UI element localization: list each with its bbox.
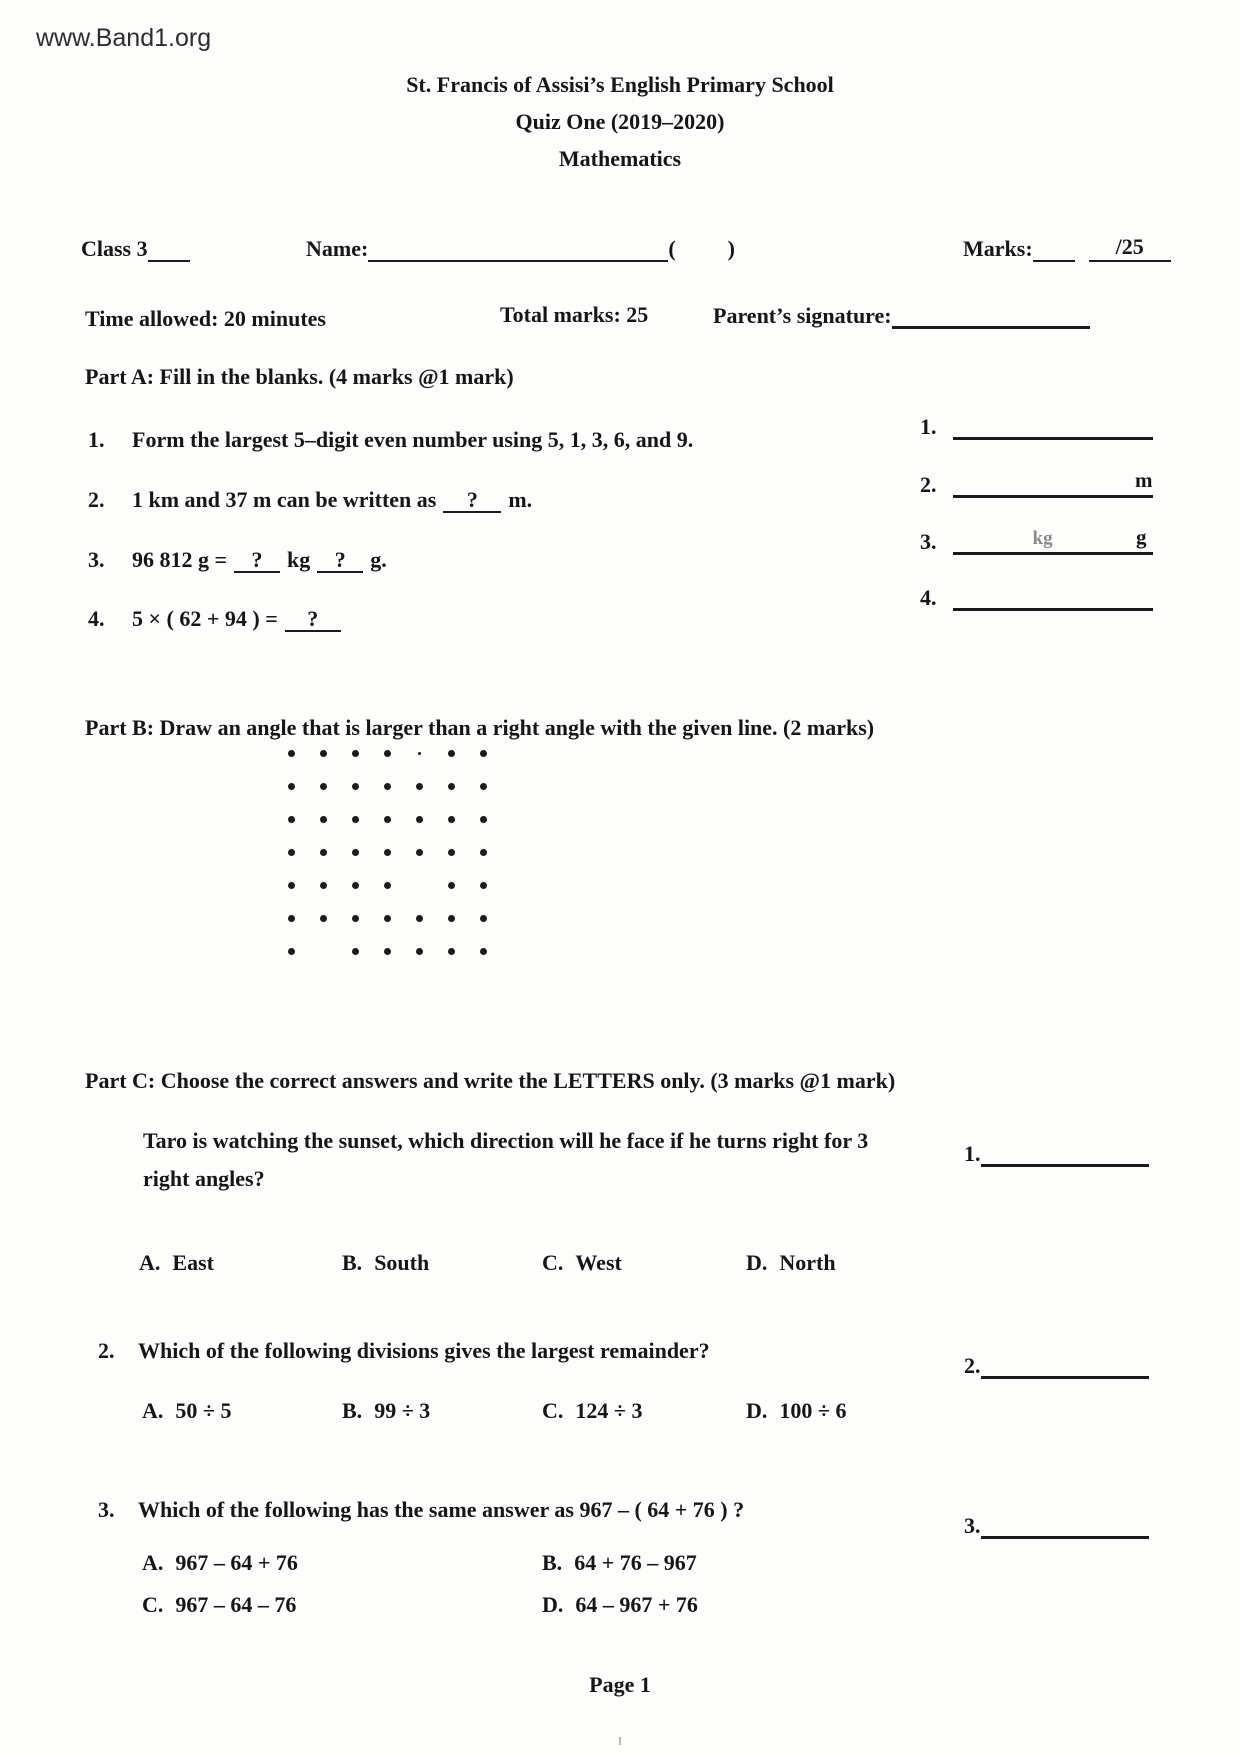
question-c1-text-line2: right angles? bbox=[143, 1166, 265, 1191]
name-label: Name: bbox=[306, 236, 369, 261]
grid-dot bbox=[418, 752, 421, 755]
grid-dot bbox=[416, 915, 423, 922]
grid-dot bbox=[416, 816, 423, 823]
grid-dot bbox=[416, 783, 423, 790]
question-a3-blank-1: ? bbox=[234, 548, 280, 573]
question-a3-unit-kg: kg bbox=[287, 547, 311, 572]
title-block bbox=[0, 72, 1240, 183]
grid-dot bbox=[320, 816, 327, 823]
answer-row-1 bbox=[920, 410, 1153, 440]
watermark: www.Band1.org bbox=[36, 24, 212, 52]
grid-dot bbox=[320, 915, 327, 922]
option-c3-d bbox=[542, 1592, 698, 1618]
option-c2-c-letter: C. bbox=[542, 1398, 564, 1423]
marks-blank bbox=[1033, 236, 1075, 262]
grid-dot bbox=[448, 915, 455, 922]
option-c2-d-text: 100 ÷ 6 bbox=[779, 1398, 847, 1423]
grid-dot bbox=[352, 750, 359, 757]
answer-3-faint-mark: kg bbox=[1032, 528, 1053, 549]
parent-signature-label: Parent’s signature: bbox=[713, 303, 892, 328]
answer-row-c3 bbox=[964, 1510, 1149, 1539]
name-paren-open: ( bbox=[668, 236, 676, 261]
question-a2-number: 2. bbox=[88, 487, 105, 512]
grid-dot bbox=[384, 882, 391, 889]
subject-title: Mathematics bbox=[558, 146, 682, 171]
option-c2-d bbox=[746, 1398, 846, 1424]
parent-signature-field bbox=[713, 302, 1090, 329]
scan-artifact bbox=[619, 1737, 621, 1745]
option-c3-c-letter: C. bbox=[142, 1592, 164, 1617]
grid-dot bbox=[288, 849, 295, 856]
option-c3-c-text: 967 – 64 – 76 bbox=[175, 1592, 297, 1617]
class-label: Class 3 bbox=[81, 236, 148, 261]
part-b-title: Part B: Draw an angle that is larger than a right angle with the given line. (2 marks) bbox=[85, 715, 875, 740]
question-a1-number: 1. bbox=[88, 427, 105, 452]
option-c3-b bbox=[542, 1550, 697, 1576]
option-c1-b-text: South bbox=[374, 1250, 430, 1275]
answer-2-number: 2. bbox=[920, 472, 937, 497]
answer-3-blank bbox=[953, 525, 1153, 555]
option-c1-c-letter: C. bbox=[542, 1250, 564, 1275]
option-c3-d-letter: D. bbox=[542, 1592, 564, 1617]
time-allowed: Time allowed: 20 minutes bbox=[85, 306, 326, 331]
answer-c3-blank bbox=[981, 1510, 1149, 1539]
grid-dot bbox=[288, 948, 295, 955]
option-c2-b-text: 99 ÷ 3 bbox=[374, 1398, 431, 1423]
option-c2-c bbox=[542, 1398, 642, 1424]
option-c1-d-text: North bbox=[779, 1250, 836, 1275]
name-paren-close: ) bbox=[727, 236, 735, 261]
grid-dot bbox=[288, 750, 295, 757]
question-a4 bbox=[88, 606, 348, 632]
option-c1-b-letter: B. bbox=[342, 1250, 363, 1275]
grid-dot bbox=[352, 915, 359, 922]
grid-dot bbox=[384, 750, 391, 757]
dot-grid bbox=[288, 750, 498, 965]
answer-c2-number: 2. bbox=[964, 1353, 981, 1378]
option-c2-a-letter: A. bbox=[142, 1398, 164, 1423]
grid-dot bbox=[384, 783, 391, 790]
grid-dot bbox=[384, 948, 391, 955]
grid-dot bbox=[480, 915, 487, 922]
grid-dot bbox=[352, 849, 359, 856]
grid-dot bbox=[384, 816, 391, 823]
grid-dot bbox=[480, 849, 487, 856]
question-a3-text-before: 96 812 g = bbox=[132, 547, 228, 572]
answer-1-number: 1. bbox=[920, 414, 937, 439]
question-c3-text: Which of the following has the same answer as 967 – ( 64 + 76 ) ? bbox=[138, 1497, 745, 1522]
part-c-title: Part C: Choose the correct answers and write the LETTERS only. (3 marks @1 mark) bbox=[85, 1068, 896, 1093]
answer-3-unit: g bbox=[1136, 525, 1147, 549]
class-field bbox=[81, 236, 190, 262]
option-c1-a-text: East bbox=[172, 1250, 214, 1275]
page-number: Page 1 bbox=[589, 1672, 651, 1697]
grid-dot bbox=[480, 948, 487, 955]
question-a3-text-after: g. bbox=[370, 547, 387, 572]
school-name: St. Francis of Assisi’s English Primary School bbox=[406, 72, 834, 97]
answer-row-4 bbox=[920, 581, 1153, 611]
grid-dot bbox=[384, 915, 391, 922]
option-c1-a bbox=[139, 1250, 214, 1276]
name-field bbox=[306, 236, 735, 262]
option-c3-a-letter: A. bbox=[142, 1550, 164, 1575]
class-blank bbox=[148, 236, 190, 262]
grid-dot bbox=[448, 750, 455, 757]
question-a2-blank: ? bbox=[443, 488, 501, 513]
grid-dot bbox=[352, 948, 359, 955]
grid-dot bbox=[288, 816, 295, 823]
answer-row-2 bbox=[920, 468, 1153, 498]
quiz-title: Quiz One (2019–2020) bbox=[515, 109, 725, 134]
option-c2-a-text: 50 ÷ 5 bbox=[175, 1398, 232, 1423]
question-a4-number: 4. bbox=[88, 606, 105, 631]
option-c2-d-letter: D. bbox=[746, 1398, 768, 1423]
option-c1-c-text: West bbox=[575, 1250, 622, 1275]
question-a2-text-before: 1 km and 37 m can be written as bbox=[132, 487, 437, 512]
option-c3-a-text: 967 – 64 + 76 bbox=[175, 1550, 298, 1575]
question-c2 bbox=[98, 1338, 710, 1364]
question-c3-number: 3. bbox=[98, 1497, 115, 1522]
option-c2-b-letter: B. bbox=[342, 1398, 363, 1423]
name-blank bbox=[368, 236, 668, 262]
marks-field bbox=[963, 234, 1171, 262]
grid-dot bbox=[384, 849, 391, 856]
answer-2-unit: m bbox=[1135, 468, 1153, 492]
grid-dot bbox=[320, 783, 327, 790]
answer-2-blank bbox=[953, 468, 1153, 498]
option-c2-a bbox=[142, 1398, 231, 1424]
grid-dot bbox=[480, 750, 487, 757]
answer-c1-number: 1. bbox=[964, 1141, 981, 1166]
option-c3-b-letter: B. bbox=[542, 1550, 563, 1575]
grid-dot bbox=[416, 948, 423, 955]
question-a1 bbox=[88, 427, 693, 453]
answer-c1-blank bbox=[981, 1138, 1149, 1167]
option-c1-a-letter: A. bbox=[139, 1250, 161, 1275]
question-a2 bbox=[88, 487, 532, 513]
marks-total: /25 bbox=[1089, 234, 1171, 262]
question-c2-number: 2. bbox=[98, 1338, 115, 1363]
option-c2-b bbox=[342, 1398, 430, 1424]
option-c1-c bbox=[542, 1250, 622, 1276]
answer-3-number: 3. bbox=[920, 529, 937, 554]
option-c3-b-text: 64 + 76 – 967 bbox=[574, 1550, 697, 1575]
answer-row-c2 bbox=[964, 1350, 1149, 1379]
option-c3-a bbox=[142, 1550, 298, 1576]
answer-c2-blank bbox=[981, 1350, 1149, 1379]
grid-dot bbox=[416, 849, 423, 856]
grid-dot bbox=[480, 816, 487, 823]
answer-row-3 bbox=[920, 525, 1153, 555]
question-a3-number: 3. bbox=[88, 547, 105, 572]
question-c2-text: Which of the following divisions gives the largest remainder? bbox=[138, 1338, 710, 1363]
signature-blank bbox=[892, 302, 1090, 329]
grid-dot bbox=[320, 750, 327, 757]
question-c1-text-line1: Taro is watching the sunset, which direction will he face if he turns right for 3 bbox=[143, 1128, 869, 1153]
question-a3-blank-2: ? bbox=[317, 548, 363, 573]
grid-dot bbox=[448, 816, 455, 823]
grid-dot bbox=[352, 783, 359, 790]
grid-dot bbox=[448, 948, 455, 955]
marks-label: Marks: bbox=[963, 236, 1033, 261]
grid-dot bbox=[448, 882, 455, 889]
option-c1-d-letter: D. bbox=[746, 1250, 768, 1275]
part-a-title: Part A: Fill in the blanks. (4 marks @1 mark) bbox=[85, 364, 514, 389]
grid-dot bbox=[448, 783, 455, 790]
option-c1-b bbox=[342, 1250, 429, 1276]
grid-dot bbox=[480, 882, 487, 889]
question-a2-text-after: m. bbox=[508, 487, 533, 512]
grid-dot bbox=[320, 849, 327, 856]
answer-4-number: 4. bbox=[920, 585, 937, 610]
option-c1-d bbox=[746, 1250, 836, 1276]
answer-c3-number: 3. bbox=[964, 1513, 981, 1538]
grid-dot bbox=[288, 783, 295, 790]
question-a4-blank: ? bbox=[285, 607, 341, 632]
grid-dot bbox=[288, 915, 295, 922]
question-a3 bbox=[88, 547, 387, 573]
grid-dot bbox=[288, 882, 295, 889]
question-c3 bbox=[98, 1497, 744, 1523]
answer-4-blank bbox=[953, 581, 1153, 611]
answer-row-c1 bbox=[964, 1138, 1149, 1167]
grid-dot bbox=[480, 783, 487, 790]
option-c3-d-text: 64 – 967 + 76 bbox=[575, 1592, 698, 1617]
grid-dot bbox=[320, 882, 327, 889]
option-c3-c bbox=[142, 1592, 296, 1618]
option-c2-c-text: 124 ÷ 3 bbox=[575, 1398, 643, 1423]
grid-dot bbox=[352, 882, 359, 889]
grid-dot bbox=[448, 849, 455, 856]
grid-dot bbox=[352, 816, 359, 823]
answer-1-blank bbox=[953, 410, 1153, 440]
total-marks: Total marks: 25 bbox=[500, 302, 649, 327]
question-a1-text: Form the largest 5–digit even number using 5, 1, 3, 6, and 9. bbox=[132, 427, 694, 452]
question-a4-text-before: 5 × ( 62 + 94 ) = bbox=[132, 606, 278, 631]
